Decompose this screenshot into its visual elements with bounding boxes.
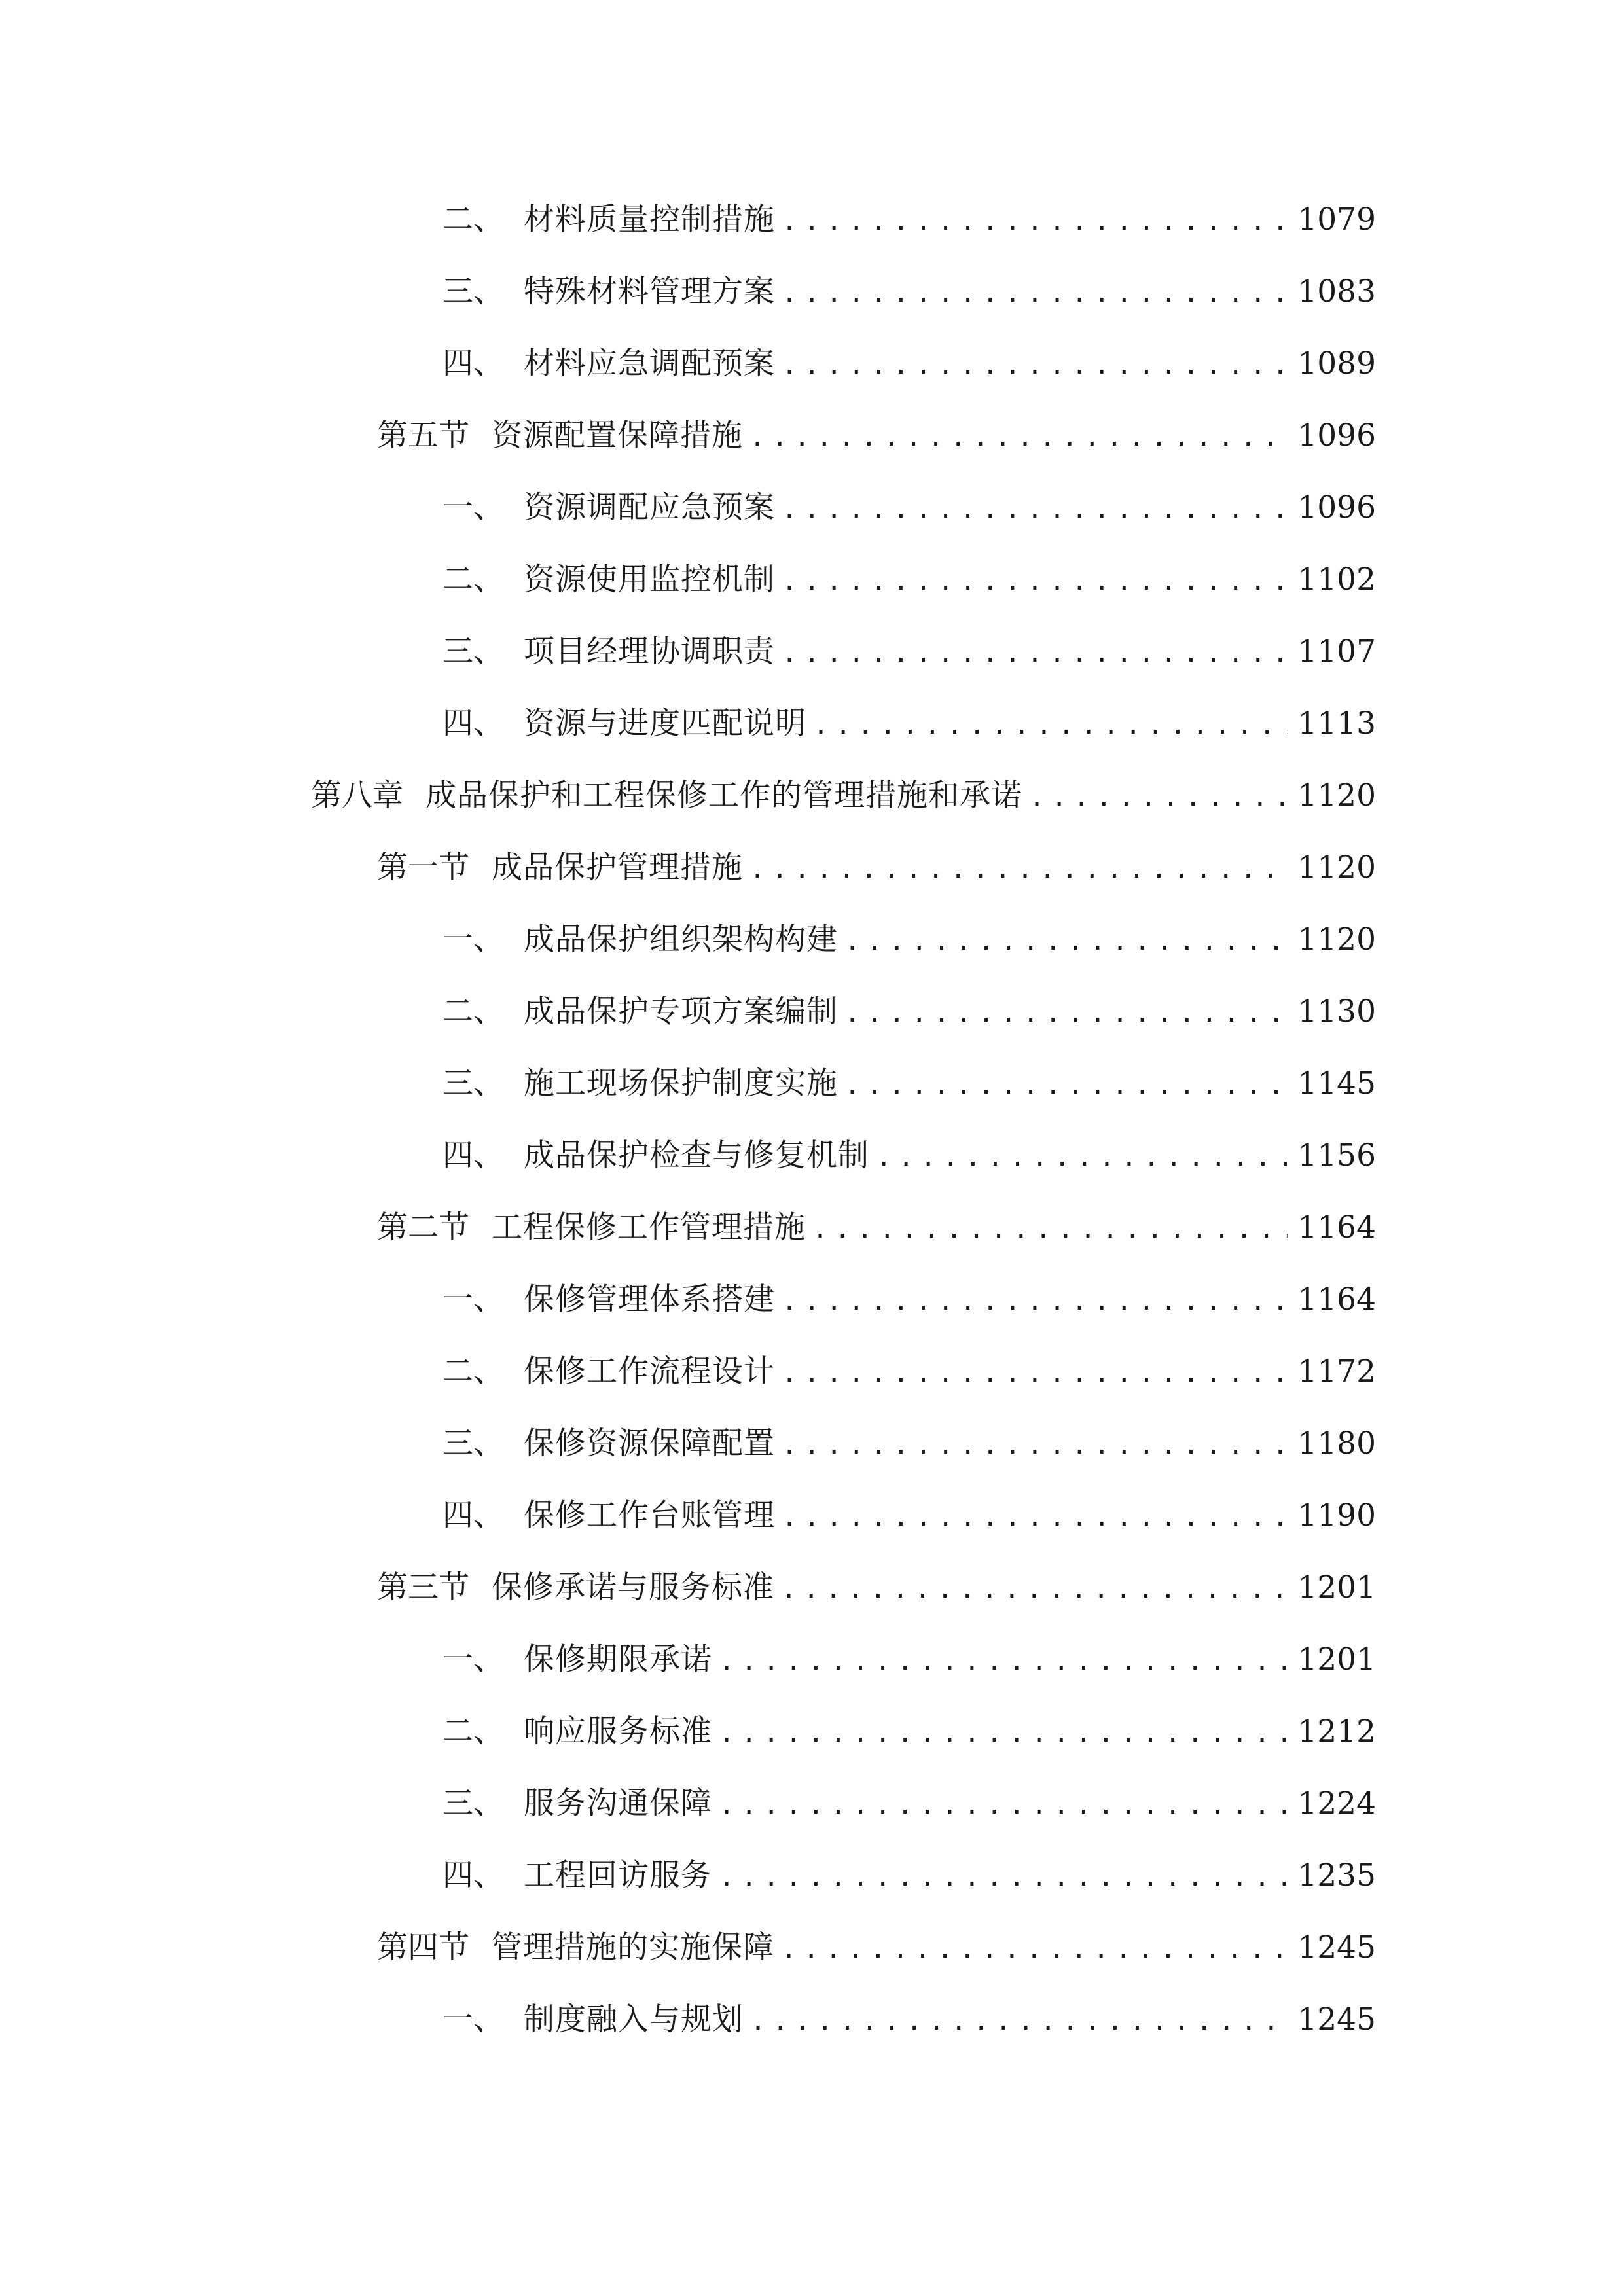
toc-entry[interactable] xyxy=(377,842,1376,894)
toc-entry-title: 项目经理协调职责 xyxy=(524,634,775,670)
toc-entry-number: 四、 xyxy=(442,346,504,382)
toc-dot-leader xyxy=(812,1203,1288,1255)
toc-entry-title: 成品保护专项方案编制 xyxy=(524,994,838,1030)
toc-dot-leader xyxy=(781,1923,1288,1975)
toc-entry-page: 1212 xyxy=(1297,1713,1376,1749)
toc-dot-leader xyxy=(782,195,1288,247)
toc-entry-title: 成品保护管理措施 xyxy=(492,850,743,886)
toc-dot-leader xyxy=(749,843,1288,895)
toc-entry[interactable] xyxy=(442,1346,1376,1398)
toc-entry-page: 1120 xyxy=(1297,850,1376,886)
toc-entry-page: 1102 xyxy=(1297,562,1376,598)
toc-entry-page: 1235 xyxy=(1297,1857,1376,1893)
toc-entry[interactable] xyxy=(442,1274,1376,1326)
toc-entry[interactable] xyxy=(442,1058,1376,1110)
toc-entry-number: 第八章 xyxy=(311,778,403,814)
toc-entry[interactable] xyxy=(442,1850,1376,1902)
toc-entry-number: 二、 xyxy=(442,994,504,1030)
toc-entry[interactable] xyxy=(442,1130,1376,1182)
toc-entry-title: 资源调配应急预案 xyxy=(524,490,775,526)
toc-entry-page: 1130 xyxy=(1297,994,1376,1030)
toc-entry-number: 一、 xyxy=(442,1282,504,1318)
toc-entry-number: 四、 xyxy=(442,1498,504,1534)
toc-entry-page: 1120 xyxy=(1297,922,1376,958)
toc-dot-leader xyxy=(876,1131,1288,1183)
toc-dot-leader xyxy=(782,339,1288,391)
toc-dot-leader xyxy=(782,483,1288,535)
toc-entry-page: 1089 xyxy=(1297,346,1376,382)
toc-entry-page: 1145 xyxy=(1297,1066,1376,1102)
toc-entry-page: 1172 xyxy=(1297,1354,1376,1390)
toc-entry[interactable] xyxy=(377,410,1376,462)
toc-entry[interactable] xyxy=(442,482,1376,534)
toc-entry-title: 特殊材料管理方案 xyxy=(524,274,775,310)
toc-dot-leader xyxy=(782,267,1288,319)
toc-entry-number: 三、 xyxy=(442,1785,504,1821)
toc-entry-page: 1190 xyxy=(1297,1498,1376,1534)
toc-dot-leader xyxy=(782,555,1288,607)
toc-entry-title: 资源使用监控机制 xyxy=(524,562,775,598)
toc-entry-page: 1120 xyxy=(1297,778,1376,814)
toc-entry-title: 材料质量控制措施 xyxy=(524,202,775,238)
toc-dot-leader xyxy=(813,699,1288,751)
toc-dot-leader xyxy=(1029,771,1288,823)
toc-dot-leader xyxy=(749,411,1288,463)
toc-entry-number: 第一节 xyxy=(377,850,469,886)
toc-entry[interactable] xyxy=(442,1490,1376,1542)
toc-entry-number: 三、 xyxy=(442,634,504,670)
toc-entry[interactable] xyxy=(442,1634,1376,1686)
toc-entry[interactable] xyxy=(442,266,1376,318)
toc-entry-title: 管理措施的实施保障 xyxy=(492,1929,774,1965)
toc-entry-number: 二、 xyxy=(442,1354,504,1390)
toc-entry-page: 1245 xyxy=(1297,2001,1376,2037)
toc-entry-number: 一、 xyxy=(442,490,504,526)
toc-entry-title: 保修资源保障配置 xyxy=(524,1426,775,1462)
toc-entry[interactable] xyxy=(442,626,1376,678)
toc-entry-number: 四、 xyxy=(442,706,504,742)
toc-dot-leader xyxy=(844,987,1288,1039)
toc-entry-page: 1164 xyxy=(1297,1282,1376,1318)
toc-entry-page: 1083 xyxy=(1297,274,1376,310)
toc-entry[interactable] xyxy=(442,338,1376,390)
toc-dot-leader xyxy=(782,1275,1288,1327)
toc-entry[interactable] xyxy=(442,1994,1376,2046)
toc-entry-title: 资源配置保障措施 xyxy=(492,418,743,454)
toc-entry-page: 1156 xyxy=(1297,1138,1376,1174)
toc-dot-leader xyxy=(782,1491,1288,1543)
toc-entry-number: 三、 xyxy=(442,274,504,310)
toc-entry-title: 保修期限承诺 xyxy=(524,1641,712,1677)
toc-entry-number: 第二节 xyxy=(377,1210,469,1246)
toc-dot-leader xyxy=(782,1347,1288,1399)
toc-entry[interactable] xyxy=(442,1418,1376,1470)
toc-entry-title: 成品保护和工程保修工作的管理措施和承诺 xyxy=(425,778,1022,814)
toc-entry-title: 资源与进度匹配说明 xyxy=(524,706,806,742)
toc-entry-page: 1096 xyxy=(1297,490,1376,526)
toc-entry-number: 第三节 xyxy=(377,1570,469,1605)
toc-dot-leader xyxy=(719,1635,1288,1687)
toc-entry-title: 制度融入与规划 xyxy=(524,2001,744,2037)
toc-entry-page: 1107 xyxy=(1297,634,1376,670)
toc-entry-number: 第四节 xyxy=(377,1929,469,1965)
toc-entry-title: 保修工作台账管理 xyxy=(524,1498,775,1534)
toc-entry-page: 1113 xyxy=(1297,706,1376,742)
toc-entry[interactable] xyxy=(442,194,1376,246)
toc-entry[interactable] xyxy=(377,1562,1376,1614)
toc-entry[interactable] xyxy=(311,770,1376,822)
toc-entry-title: 服务沟通保障 xyxy=(524,1785,712,1821)
toc-entry-number: 一、 xyxy=(442,922,504,958)
toc-entry[interactable] xyxy=(442,986,1376,1038)
toc-entry-number: 第五节 xyxy=(377,418,469,454)
toc-entry[interactable] xyxy=(377,1922,1376,1974)
toc-entry-title: 保修承诺与服务标准 xyxy=(492,1570,774,1605)
toc-entry-number: 一、 xyxy=(442,1641,504,1677)
toc-entry-title: 保修工作流程设计 xyxy=(524,1354,775,1390)
toc-entry[interactable] xyxy=(442,1778,1376,1830)
toc-entry-page: 1164 xyxy=(1297,1210,1376,1246)
toc-dot-leader xyxy=(781,1563,1288,1615)
toc-entry-number: 二、 xyxy=(442,1713,504,1749)
toc-entry-title: 工程保修工作管理措施 xyxy=(492,1210,806,1246)
toc-entry-title: 施工现场保护制度实施 xyxy=(524,1066,838,1102)
toc-entry[interactable] xyxy=(442,554,1376,606)
toc-entry-number: 三、 xyxy=(442,1066,504,1102)
toc-dot-leader xyxy=(719,1707,1288,1759)
toc-entry-page: 1180 xyxy=(1297,1426,1376,1462)
toc-entry-page: 1096 xyxy=(1297,418,1376,454)
toc-dot-leader xyxy=(782,1419,1288,1471)
toc-entry[interactable] xyxy=(442,914,1376,966)
toc-entry-page: 1245 xyxy=(1297,1929,1376,1965)
toc-entry-page: 1201 xyxy=(1297,1570,1376,1605)
toc-entry-title: 保修管理体系搭建 xyxy=(524,1282,775,1318)
toc-entry-number: 一、 xyxy=(442,2001,504,2037)
toc-dot-leader xyxy=(719,1851,1288,1903)
toc-entry-title: 成品保护组织架构构建 xyxy=(524,922,838,958)
toc-dot-leader xyxy=(844,915,1288,967)
toc-entry-number: 二、 xyxy=(442,202,504,238)
toc-dot-leader xyxy=(750,1995,1288,2047)
toc-entry-page: 1224 xyxy=(1297,1785,1376,1821)
toc-entry-title: 工程回访服务 xyxy=(524,1857,712,1893)
toc-dot-leader xyxy=(719,1779,1288,1831)
toc-entry-title: 材料应急调配预案 xyxy=(524,346,775,382)
toc-entry[interactable] xyxy=(377,1202,1376,1254)
toc-entry-number: 三、 xyxy=(442,1426,504,1462)
toc-entry[interactable] xyxy=(442,698,1376,750)
toc-dot-leader xyxy=(782,627,1288,679)
toc-entry-title: 响应服务标准 xyxy=(524,1713,712,1749)
toc-entry-page: 1201 xyxy=(1297,1641,1376,1677)
toc-dot-leader xyxy=(844,1059,1288,1111)
toc-entry-number: 四、 xyxy=(442,1857,504,1893)
toc-entry[interactable] xyxy=(442,1706,1376,1758)
toc-entry-title: 成品保护检查与修复机制 xyxy=(524,1138,869,1174)
toc-entry-number: 二、 xyxy=(442,562,504,598)
toc-entry-number: 四、 xyxy=(442,1138,504,1174)
toc-entry-page: 1079 xyxy=(1297,202,1376,238)
